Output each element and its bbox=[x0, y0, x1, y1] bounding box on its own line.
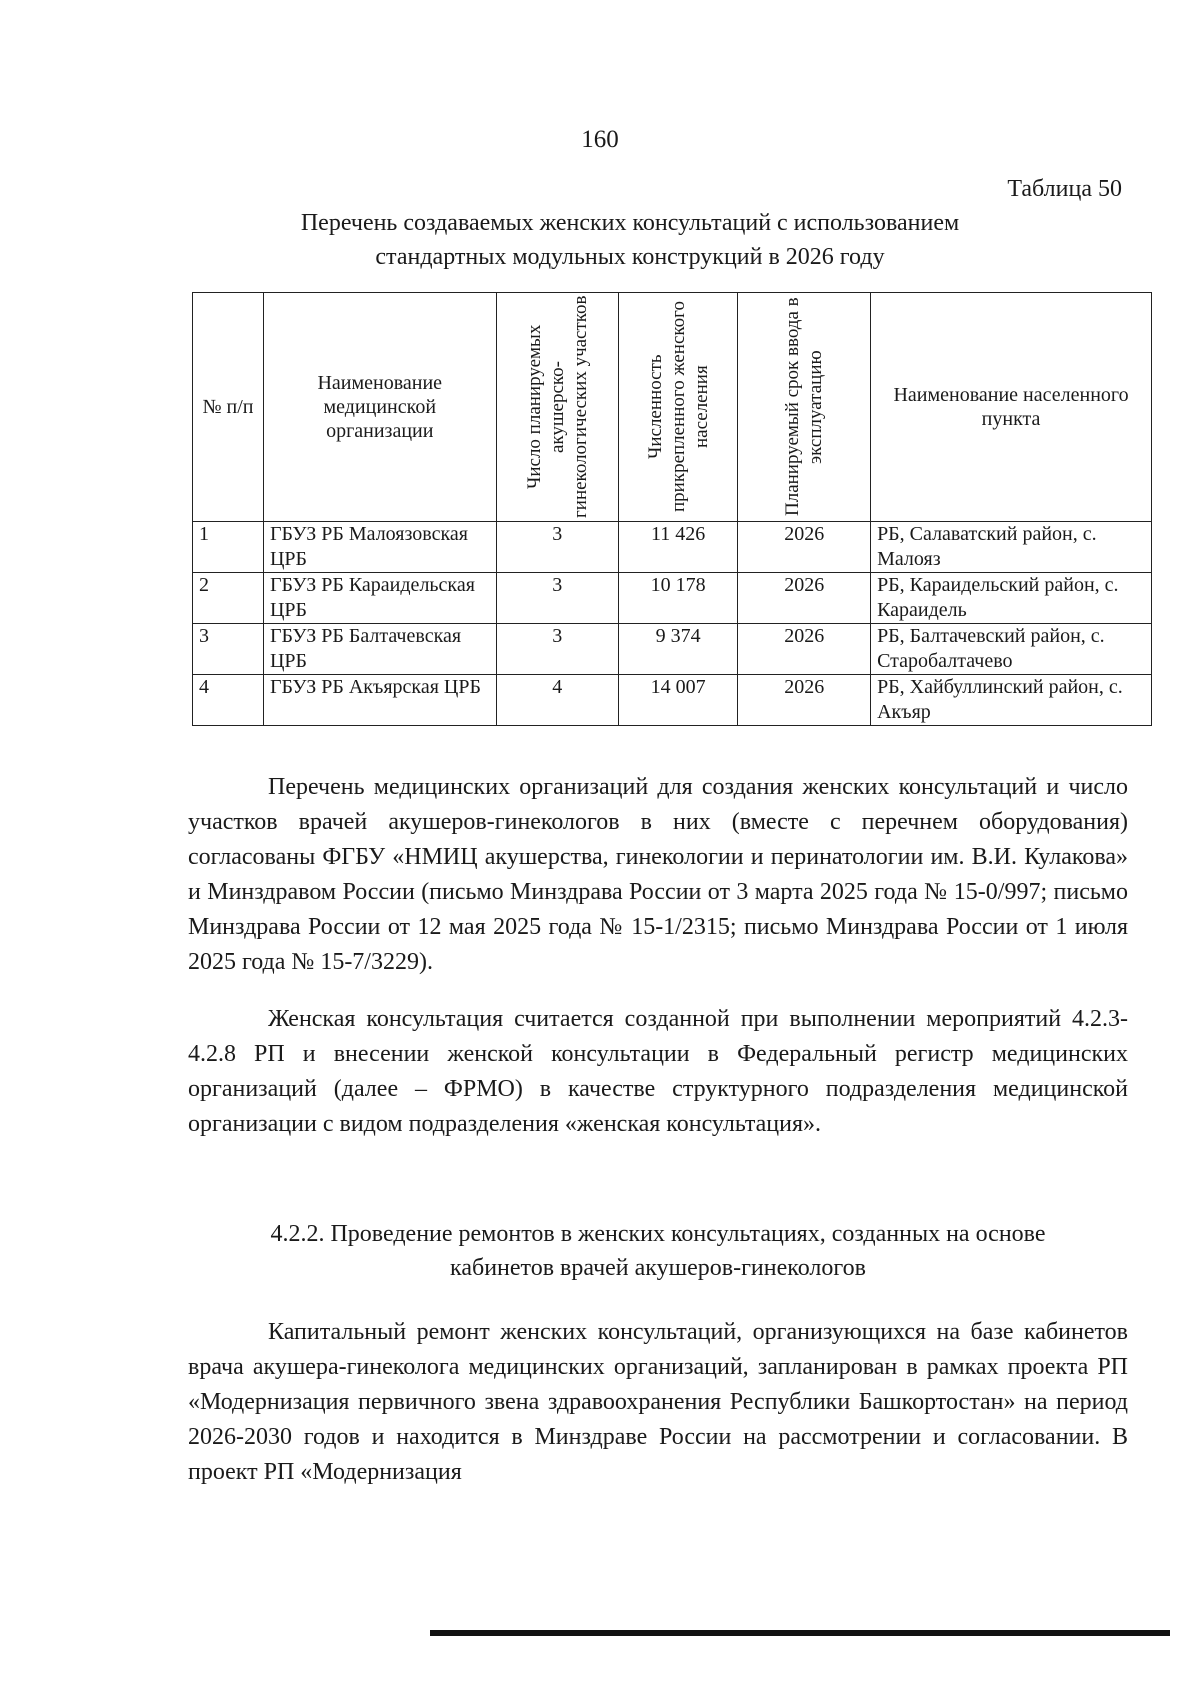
paragraph-3-text: Капитальный ремонт женских консультаций, организующихся на базе кабинетов врача акушера-гинеколога медицинских организаций, запланирован в рамках проекта РП «Модернизация первичного звена здравоохранения Республики Башкортостан» на период 2026-2030 годов и находится в Минздраве России на рассмотрении и согласовании. В проект РП «Модернизация bbox=[188, 1319, 1128, 1485]
paragraph-creation-criteria bbox=[188, 1002, 1128, 1142]
scan-edge-line bbox=[430, 1630, 1170, 1636]
paragraph-approval bbox=[188, 770, 1128, 980]
cell-population: 11 426 bbox=[618, 522, 737, 573]
paragraph-2-text: Женская консультация считается созданной при выполнении мероприятий 4.2.3-4.2.8 РП и внесении женской консультации в Федеральный регистр медицинских организаций (далее – ФРМО) в качестве структурного подразделения медицинской организации с видом подразделения «женская консультация». bbox=[188, 1006, 1128, 1137]
table-row bbox=[193, 573, 1152, 624]
cell-place: РБ, Хайбуллинский район, с. Акъяр bbox=[871, 675, 1152, 726]
section-heading-line-2: кабинетов врачей акушеров-гинекологов bbox=[450, 1255, 866, 1281]
table-header-row bbox=[193, 293, 1152, 522]
cell-place: РБ, Балтачевский район, с. Старобалтачево bbox=[871, 624, 1152, 675]
cell-sites: 3 bbox=[496, 573, 618, 624]
header-num: № п/п bbox=[193, 293, 264, 522]
cell-num: 2 bbox=[193, 573, 264, 624]
cell-org: ГБУЗ РБ Караидельская ЦРБ bbox=[263, 573, 496, 624]
cell-population: 9 374 bbox=[618, 624, 737, 675]
cell-num: 1 bbox=[193, 522, 264, 573]
table-row bbox=[193, 675, 1152, 726]
header-population bbox=[618, 293, 737, 522]
cell-num: 3 bbox=[193, 624, 264, 675]
cell-num: 4 bbox=[193, 675, 264, 726]
women-consultations-table bbox=[192, 292, 1152, 726]
header-sites-text: Число планируемых акушерско-гинекологических участков bbox=[523, 295, 591, 519]
cell-date: 2026 bbox=[738, 675, 871, 726]
cell-population: 14 007 bbox=[618, 675, 737, 726]
cell-place: РБ, Караидельский район, с. Караидель bbox=[871, 573, 1152, 624]
cell-sites: 3 bbox=[496, 624, 618, 675]
table-row bbox=[193, 522, 1152, 573]
cell-org: ГБУЗ РБ Малоязовская ЦРБ bbox=[263, 522, 496, 573]
paragraph-repairs bbox=[188, 1315, 1128, 1490]
section-heading bbox=[188, 1217, 1128, 1285]
header-org: Наименование медицинской организации bbox=[263, 293, 496, 522]
section-heading-line-1: 4.2.2. Проведение ремонтов в женских консультациях, созданных на основе bbox=[270, 1221, 1046, 1247]
cell-place: РБ, Салаватский район, с. Малояз bbox=[871, 522, 1152, 573]
header-date bbox=[738, 293, 871, 522]
cell-sites: 3 bbox=[496, 522, 618, 573]
cell-org: ГБУЗ РБ Балтачевская ЦРБ bbox=[263, 624, 496, 675]
header-date-text: Планируемый срок ввода в эксплуатацию bbox=[782, 297, 827, 517]
table-title bbox=[200, 206, 1060, 274]
header-sites bbox=[496, 293, 618, 522]
table-title-line-1: Перечень создаваемых женских консультаций с использованием bbox=[300, 210, 960, 236]
page-number: 160 bbox=[581, 126, 619, 153]
paragraph-1-text: Перечень медицинских организаций для создания женских консультаций и число участков врачей акушеров-гинекологов в них (вместе с перечнем оборудования) согласованы ФГБУ «НМИЦ акушерства, гинекологии и перинатологии им. В.И. Кулакова» и Минздравом России (письмо Минздрава России от 3 марта 2025 года № 15-0/997; письмо Минздрава России от 12 мая 2025 года № 15-1/2315; письмо Минздрава России от 1 июля 2025 года № 15-7/3229). bbox=[188, 774, 1128, 975]
cell-sites: 4 bbox=[496, 675, 618, 726]
cell-date: 2026 bbox=[738, 522, 871, 573]
table-row bbox=[193, 624, 1152, 675]
header-population-text: Численность прикрепленного женского населения bbox=[644, 301, 712, 513]
table-title-line-2: стандартных модульных конструкций в 2026 году bbox=[375, 244, 885, 270]
cell-org: ГБУЗ РБ Акъярская ЦРБ bbox=[263, 675, 496, 726]
cell-date: 2026 bbox=[738, 624, 871, 675]
cell-date: 2026 bbox=[738, 573, 871, 624]
header-place: Наименование населенного пункта bbox=[871, 293, 1152, 522]
cell-population: 10 178 bbox=[618, 573, 737, 624]
table-label: Таблица 50 bbox=[1007, 176, 1122, 202]
